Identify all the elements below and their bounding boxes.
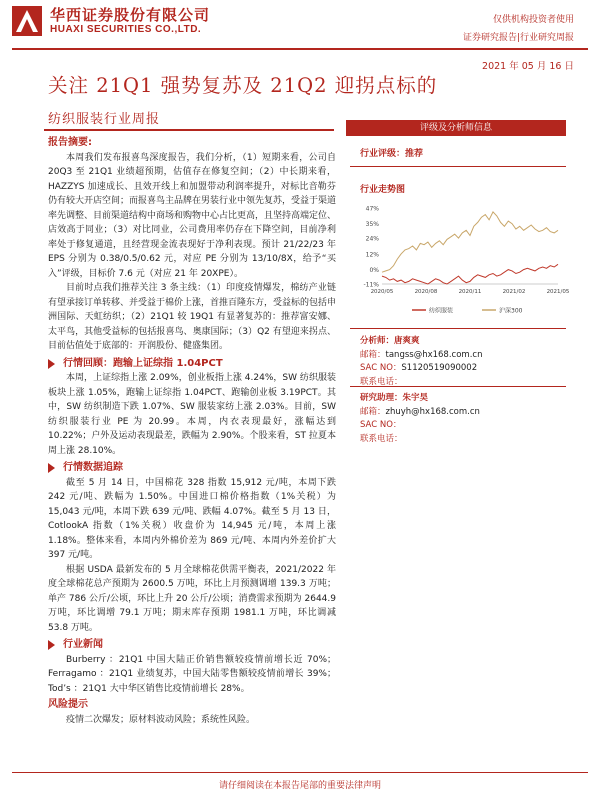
researcher-name: 朱宇昊 xyxy=(402,393,429,403)
industry-trend-chart xyxy=(352,200,570,320)
report-type-tag: 证券研究报告|行业研究周报 xyxy=(462,33,574,43)
rating-box-header: 评级及分析师信息 xyxy=(346,120,566,136)
rating-rule xyxy=(350,166,566,167)
series-line-textile xyxy=(382,264,558,284)
legend-label: 沪深300 xyxy=(499,307,523,315)
y-tick-label: 35% xyxy=(365,221,379,229)
analyst-sac-row xyxy=(360,362,570,376)
analyst-phone-key: 联系电话： xyxy=(360,376,403,387)
triangle-bullet-icon xyxy=(48,359,55,369)
brand-name-cn: 华西证券股份有限公司 xyxy=(50,6,211,24)
market-review-heading xyxy=(48,357,336,372)
researcher-sac-key: SAC NO： xyxy=(360,420,402,430)
chart-rule xyxy=(350,328,566,329)
market-data-heading xyxy=(48,461,336,476)
analyst-sac-key: SAC NO： xyxy=(360,363,402,373)
series-line-hs300 xyxy=(382,212,558,272)
analyst-block xyxy=(360,335,570,389)
x-tick-label: 2021/05 xyxy=(546,289,570,295)
researcher-phone-key: 联系电话： xyxy=(360,433,403,444)
researcher-email-key: 邮箱： xyxy=(360,406,386,417)
x-tick-label: 2020/05 xyxy=(370,289,394,295)
researcher-block xyxy=(360,392,570,446)
summary-paragraph-2: 目前时点我们推荐关注 3 条主线：（1）印度疫情爆发，棉纺产业链有望承接订单转移、并受益于棉价上涨，首推百隆东方，受益标的包括申洲国际、天虹纺织；（2）21Q1 较 19Q1 有显著复苏的：推荐富安娜、太平鸟，其他受益标的包括报喜鸟、奥康国际；（3）Q2 有望迎来拐点、目前估值处于底部的：开润股份、健盛集团。 xyxy=(48,283,337,351)
risk-paragraph: 疫情二次爆发；原材料波动风险；系统性风险。 xyxy=(66,714,256,725)
researcher-label: 研究助理： xyxy=(360,393,403,403)
analyst-email-key: 邮箱： xyxy=(360,349,386,360)
main-column xyxy=(48,136,336,727)
market-review-heading-text: 行情回顾：跑输上证综指 1.04PCT xyxy=(63,357,223,369)
analyst-email-row xyxy=(360,349,570,363)
industry-news-heading-text: 行业新闻 xyxy=(63,639,103,650)
x-tick-label: 2020/08 xyxy=(414,289,438,295)
report-title: 关注 21Q1 强势复苏及 21Q2 迎拐点标的 xyxy=(48,74,438,97)
y-tick-label: 0% xyxy=(369,267,379,275)
audience-tag: 仅供机构投资者使用 xyxy=(492,15,574,25)
summary-paragraph-1: 本周我们发布报喜鸟深度报告，我们分析，（1）短期来看，公司自 20Q3 至 21Q1 业绩超预期，估值存在修复空间；（2）中长期来看，HAZZYS 加速成长、且效开线上和加盟带动利润率提升，对标比音勒芬仍有较大开店空间；而报喜鸟主品牌在男装行业中领先复苏，受益于渠道率先调整、目前渠道结构中商场和购物中心占比更高，且坚持高端定位、店效高于同业；（3）对比同业，公司费用率仍存在下降空间，目前净利率处于修复通道，且经营现金流表现好于净利表现。预计 21/22/23 年 EPS 分别为 0.38/0.5/0.62 元，对应 PE 分别为 13/10/8X，给予“买入”评级，目标价 7.6 元（对应 21 年 20XPE）。 xyxy=(48,152,337,279)
researcher-email-row xyxy=(360,406,570,420)
x-tick-label: 2021/02 xyxy=(502,289,526,295)
industry-news-heading xyxy=(48,638,336,653)
x-tick-label: 2020/11 xyxy=(458,289,482,295)
footer-rule xyxy=(12,772,588,773)
analyst-label: 分析师： xyxy=(360,336,395,346)
researcher-sac-row xyxy=(360,419,570,433)
analyst-row xyxy=(360,335,570,349)
y-tick-label: 24% xyxy=(365,235,379,243)
industry-news-paragraph: Burberry ：21Q1 中国大陆正价销售额较疫情前增长近 70%；Ferragamo ：21Q1 业绩复苏，中国大陆零售额较疫情前增长 39%；Tod’s ：21Q1 大中华区销售比疫情前增长 28%。 xyxy=(48,654,336,694)
analyst-email[interactable]: tangss@hx168.com.cn xyxy=(385,349,483,360)
report-date: 2021 年 05 月 16 日 xyxy=(482,61,574,72)
analyst-rule xyxy=(350,386,566,387)
researcher-row xyxy=(360,392,570,406)
report-subtitle: 纺织服装行业周报 xyxy=(48,112,161,127)
usda-paragraph: 根据 USDA 最新发布的 5 月全球棉花供需平衡表，2021/2022 年度全球棉花总产预期为 2600.5 万吨，环比上月预测调增 139.3 万吨；单产 786 公斤/公顷，环比上升 20 公斤/公顷；消费需求预期为 2644.9 万吨，环比调增 79.1 万吨；期末库存预期 1981.1 万吨，环比调减 53.8 万吨。 xyxy=(48,564,336,633)
triangle-bullet-icon xyxy=(48,463,55,473)
huaxi-logo xyxy=(12,6,42,36)
market-review-paragraph: 本周，上证综指上涨 2.09%，创业板指上涨 4.24%，SW 纺织服装板块上涨 1.05%，跑输上证综指 1.04PCT、跑输创业板 3.19PCT。其中，SW 纺织制造下跌 1.07%、SW 服装家纺上涨 2.03%。目前，SW 纺织服装行业 PE 为 20.99。本周，内衣表现最好，涨幅达到 10.22%；户外及运动表现最差，跌幅为 2.90%。个股来看，ST 拉夏本周上涨 28.10%。 xyxy=(48,373,336,456)
header-rule xyxy=(12,48,588,50)
y-tick-label: -11% xyxy=(363,281,379,289)
analyst-sac: S1120519090002 xyxy=(401,363,478,373)
researcher-email[interactable]: zhuyh@hx168.com.cn xyxy=(385,406,480,417)
risk-heading: 风险提示 xyxy=(48,699,88,710)
y-tick-label: 12% xyxy=(365,251,379,259)
trend-chart-label: 行业走势图 xyxy=(360,185,406,195)
brand-name-en: HUAXI SECURITIES CO.,LTD. xyxy=(50,24,202,35)
cotton-price-paragraph: 截至 5 月 14 日，中国棉花 328 指数 15,912 元/吨，本周下跌 242 元/吨、跌幅为 1.50%。中国进口棉价格指数（1%关税）为 15,043 元/吨，本周下跌 639 元/吨、跌幅 4.07%。截至 5 月 13 日，CotlookA 指数（1%关税）收盘价为 14,945 元/吨，本周上涨 1.18%。整体来看，本周内外棉价差为 869 元/吨、本周内外差价扩大 397 元/吨。 xyxy=(48,477,336,560)
summary-heading: 报告摘要: xyxy=(48,137,92,148)
industry-rating: 行业评级：推荐 xyxy=(360,149,424,159)
market-data-heading-text: 行情数据追踪 xyxy=(63,462,123,473)
legal-notice: 请仔细阅读在本报告尾部的重要法律声明 xyxy=(218,781,381,791)
legend-label: 纺织服装 xyxy=(429,307,454,315)
researcher-phone-row xyxy=(360,433,570,447)
analyst-name: 唐爽爽 xyxy=(394,336,420,346)
triangle-bullet-icon xyxy=(48,640,55,650)
subtitle-rule xyxy=(44,129,334,131)
y-tick-label: 47% xyxy=(365,205,379,213)
